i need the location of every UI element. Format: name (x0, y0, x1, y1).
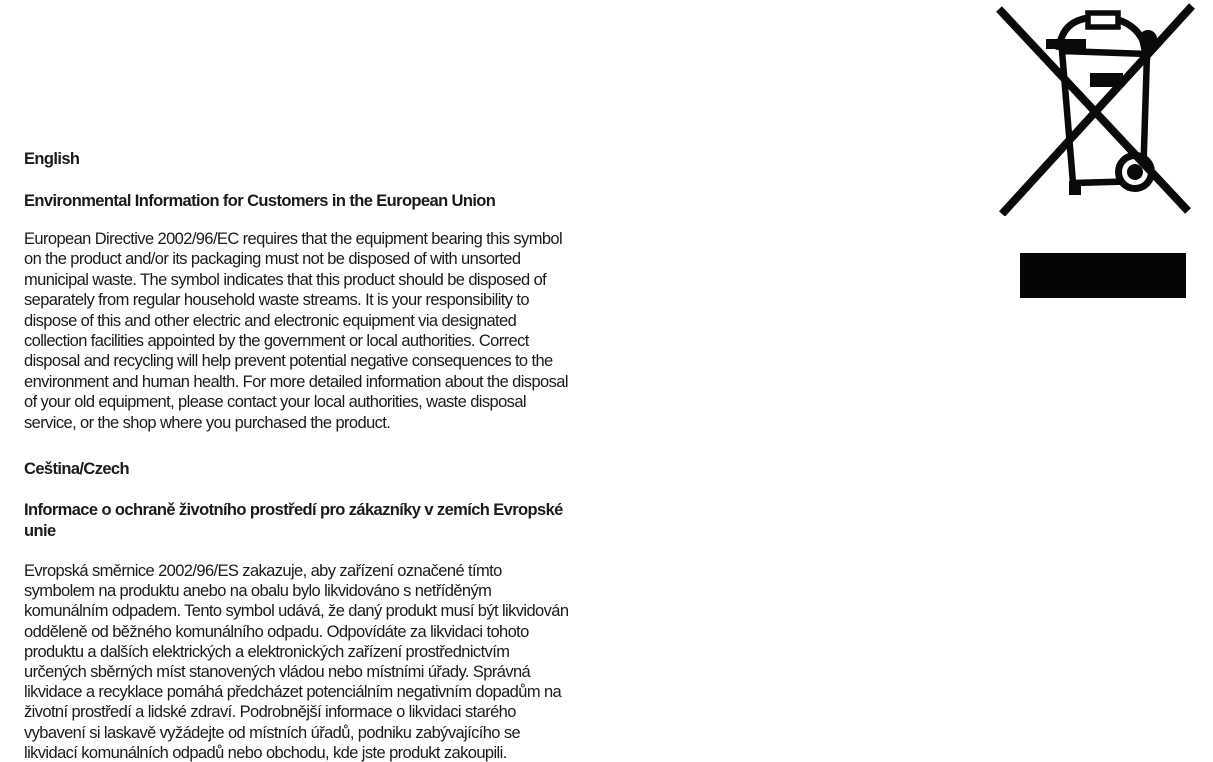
text-line: on the product and/or its packaging must not be disposed of with unsorted (24, 250, 521, 269)
text-line: collection facilities appointed by the government or local authorities. Correct (24, 332, 529, 351)
text-line: odděleně od běžného komunálního odpadu. Odpovídáte za likvidaci tohoto (24, 622, 529, 641)
section-heading-czech (24, 500, 563, 541)
solid-black-bar (1020, 253, 1186, 298)
language-label-czech: Ceština/Czech (24, 460, 129, 478)
text-line: vybavení si laskavě vyžádejte od místních úřadů, podniku zabývajícího se (24, 723, 521, 742)
text-line: likvidací komunálních odpadů nebo obchodu, kde jste produkt zakoupili. (24, 743, 507, 762)
text-line: komunálním odpadem. Tento symbol udává, že daný produkt musí být likvidován (24, 602, 569, 621)
text-line: určených sběrných míst stanovených vládou nebo místními úřady. Správná (24, 663, 531, 682)
text-line: dispose of this and other electric and electronic equipment via designated (24, 311, 517, 330)
text-line: environment and human health. For more detailed information about the disposal (24, 372, 568, 391)
text-line: disposal and recycling will help prevent potential negative consequences to the (24, 352, 553, 371)
section-body-czech (24, 561, 568, 762)
text-line: symbolem na produktu anebo na obalu bylo likvidováno s netříděným (24, 582, 492, 601)
section-body-english (24, 229, 568, 433)
text-line: service, or the shop where you purchased the product. (24, 413, 391, 432)
text-line: Informace o ochraně životního prostředí pro zákazníky v zemích Evropské (24, 501, 563, 519)
text-line: produktu a dalších elektrických a elektronických zařízení prostřednictvím (24, 642, 510, 661)
text-line: municipal waste. The symbol indicates that this product should be disposed of (24, 270, 547, 289)
text-line: European Directive 2002/96/EC requires that the equipment bearing this symbol (24, 230, 563, 248)
text-line: separately from regular household waste streams. It is your responsibility to (24, 291, 529, 310)
text-line: Environmental Information for Customers in the European Union (24, 192, 496, 210)
weee-crossed-out-wheeled-bin-icon (996, 3, 1196, 216)
text-line: životní prostředí a lidské zdraví. Podrobnější informace o likvidaci starého (24, 703, 516, 722)
text-line: likvidace a recyklace pomáhá předcházet potenciálním negativním dopadům na (24, 683, 562, 702)
language-label-english: English (24, 150, 80, 168)
section-heading-english (24, 191, 495, 212)
text-line: of your old equipment, please contact your local authorities, waste disposal (24, 393, 526, 412)
text-line: unie (24, 521, 56, 540)
text-line: Evropská směrnice 2002/96/ES zakazuje, aby zařízení označené tímto (24, 562, 502, 580)
